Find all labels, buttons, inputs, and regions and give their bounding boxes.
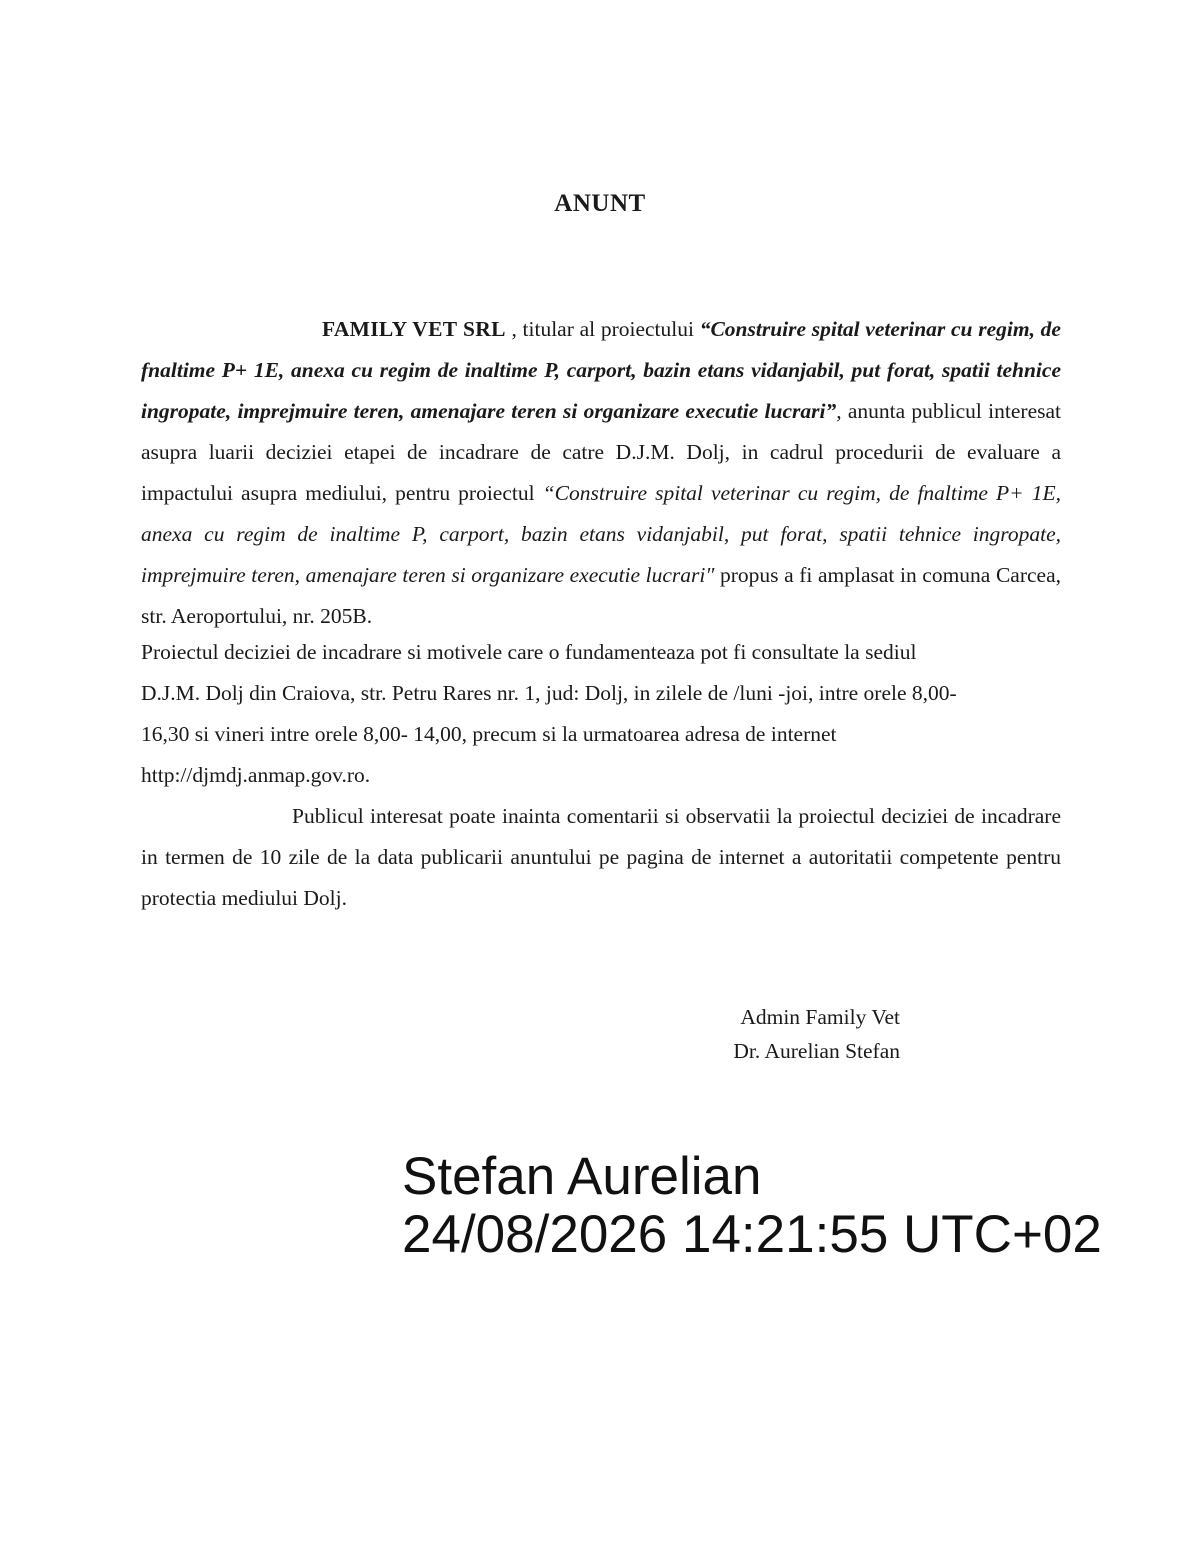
announcement-paragraph-2 [141,632,1061,796]
digital-signature-stamp [402,1148,1102,1264]
announcement-paragraph-3 [141,796,1061,919]
digital-signature-timestamp: 24/08/2026 14:21:55 UTC+02 [402,1205,1102,1264]
paragraph-2-line-2: D.J.M. Dolj din Craiova, str. Petru Rares nr. 1, jud: Dolj, in zilele de /luni -joi, intre orele 8,00- [141,681,957,705]
project-title-italic: “Construire spital veterinar cu regim, de fnaltime P+ 1E, anexa cu regim de inaltime P, carport, bazin etans vidanjabil, put forat, spatii tehnice ingropate, imprejmuire teren, amenajare teren si organizare executie lucrari" [141,481,1062,587]
signatory-role: Admin Family Vet [740,1005,900,1029]
project-title-bold: “Construire spital veterinar cu regim, de fnaltime P+ 1E, anexa cu regim de inaltime P, carport, bazin etans vidanjabil, put forat, spatii tehnice ingropate, imprejmuire teren, amenajare teren si organizare executie lucrari” [141,317,1061,423]
digital-signature-signer: Stefan Aurelian [402,1147,762,1206]
paragraph-2-line-3: 16,30 si vineri intre orele 8,00- 14,00, precum si la urmatoarea adresa de internet [141,722,837,746]
paragraph-2-line-1: Proiectul deciziei de incadrare si motivele care o fundamenteaza pot fi consultate la sediul [141,640,917,664]
signatory-name: Dr. Aurelian Stefan [733,1039,900,1063]
signature-block [600,1000,900,1068]
internet-address: http://djmdj.anmap.gov.ro. [141,763,371,787]
document-title: ANUNT [554,190,646,217]
paragraph-1-text-c: propus a fi amplasat in comuna Carcea, str. Aeroportului, nr. 205B. [141,563,1061,628]
paragraph-3-text: Publicul interesat poate inainta comentarii si observatii la proiectul deciziei de incadrare in termen de 10 zile de la data publicarii anuntului pe pagina de internet a autoritatii competente pentru protectia mediului Dolj. [141,804,1061,910]
announcement-paragraph-1 [141,309,1061,637]
company-name: FAMILY VET SRL [322,317,506,341]
paragraph-1-text-b: , anunta publicul interesat asupra luarii deciziei etapei de incadrare de catre D.J.M. Dolj, in cadrul procedurii de evaluare a impactului asupra mediului, pentru proiectul [141,399,1061,505]
paragraph-1-text-a: , titular al proiectului [505,317,700,341]
